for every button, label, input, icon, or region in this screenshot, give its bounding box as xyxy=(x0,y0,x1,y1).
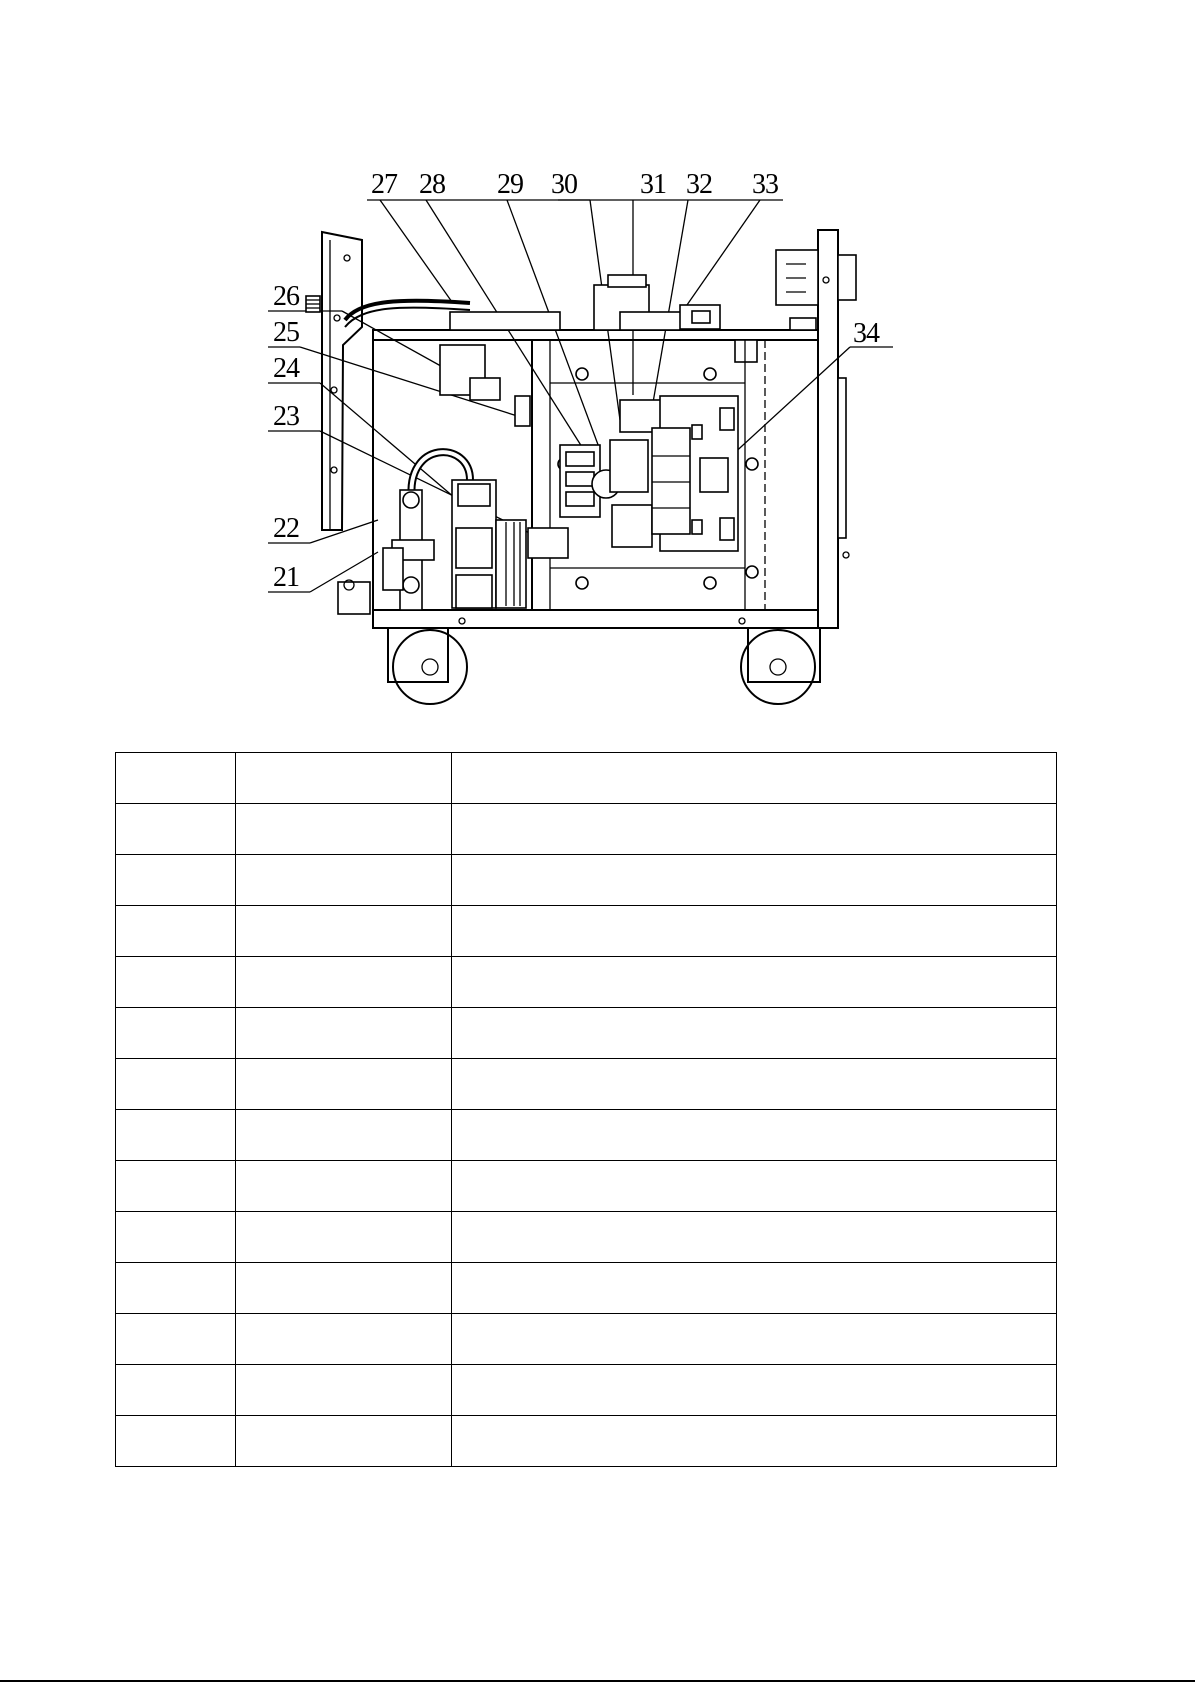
table-row xyxy=(116,1212,1057,1263)
callout-29: 29 xyxy=(497,169,523,200)
table-cell xyxy=(116,1416,236,1467)
callout-28: 28 xyxy=(419,169,445,200)
front-panel xyxy=(306,232,370,614)
table-cell xyxy=(236,1008,452,1059)
table-row xyxy=(116,753,1057,804)
table-cell xyxy=(116,1212,236,1263)
table-cell xyxy=(116,1110,236,1161)
callout-26: 26 xyxy=(273,281,299,312)
table-cell xyxy=(116,906,236,957)
inductor-assembly xyxy=(383,345,568,610)
table-cell xyxy=(116,1059,236,1110)
table-cell xyxy=(236,1212,452,1263)
table-row xyxy=(116,1008,1057,1059)
table-cell xyxy=(236,855,452,906)
pcb-board xyxy=(652,396,738,551)
table-row xyxy=(116,957,1057,1008)
table-cell xyxy=(236,1416,452,1467)
callout-22: 22 xyxy=(273,513,299,544)
table-cell xyxy=(236,906,452,957)
table-cell xyxy=(236,1161,452,1212)
table-cell xyxy=(452,957,1057,1008)
table-cell xyxy=(236,1365,452,1416)
table-cell xyxy=(116,1314,236,1365)
page-bottom-rule xyxy=(0,1680,1195,1682)
table-row xyxy=(116,1416,1057,1467)
table-cell xyxy=(116,753,236,804)
callout-24: 24 xyxy=(273,353,299,384)
machine-side-view-diagram xyxy=(0,0,1195,740)
callout-23: 23 xyxy=(273,401,299,432)
rear-panel xyxy=(776,230,856,628)
table-cell xyxy=(236,1263,452,1314)
callout-33: 33 xyxy=(752,169,778,200)
table-cell xyxy=(452,753,1057,804)
table-cell xyxy=(116,1008,236,1059)
table-cell xyxy=(116,855,236,906)
table-cell xyxy=(452,1110,1057,1161)
table-cell xyxy=(452,804,1057,855)
table-row xyxy=(116,1110,1057,1161)
table-cell xyxy=(236,753,452,804)
table-row xyxy=(116,804,1057,855)
terminal-block xyxy=(560,400,664,547)
wheels xyxy=(388,628,820,704)
table-cell xyxy=(452,1365,1057,1416)
table-cell xyxy=(116,1365,236,1416)
table-cell xyxy=(452,1161,1057,1212)
table-cell xyxy=(116,1161,236,1212)
table-row xyxy=(116,1365,1057,1416)
table-row xyxy=(116,1161,1057,1212)
callout-30: 30 xyxy=(551,169,577,200)
table-cell xyxy=(452,1263,1057,1314)
table-row xyxy=(116,1059,1057,1110)
table-row xyxy=(116,1314,1057,1365)
callout-21: 21 xyxy=(273,562,299,593)
table-row xyxy=(116,1263,1057,1314)
callout-31: 31 xyxy=(640,169,666,200)
table-cell xyxy=(236,804,452,855)
table-cell xyxy=(452,855,1057,906)
table-cell xyxy=(236,1059,452,1110)
table-cell xyxy=(452,1314,1057,1365)
table-cell xyxy=(116,1263,236,1314)
table-row xyxy=(116,855,1057,906)
table-cell xyxy=(236,1314,452,1365)
table-cell xyxy=(236,1110,452,1161)
table-row xyxy=(116,906,1057,957)
callout-27: 27 xyxy=(371,169,397,200)
callout-32: 32 xyxy=(686,169,712,200)
table-cell xyxy=(452,1416,1057,1467)
table-cell xyxy=(116,804,236,855)
parts-list-table xyxy=(115,752,1057,1467)
table-cell xyxy=(116,957,236,1008)
table-cell xyxy=(236,957,452,1008)
table-cell xyxy=(452,1059,1057,1110)
callout-25: 25 xyxy=(273,317,299,348)
table-cell xyxy=(452,1212,1057,1263)
table-cell xyxy=(452,906,1057,957)
callout-34: 34 xyxy=(853,318,879,349)
table-cell xyxy=(452,1008,1057,1059)
